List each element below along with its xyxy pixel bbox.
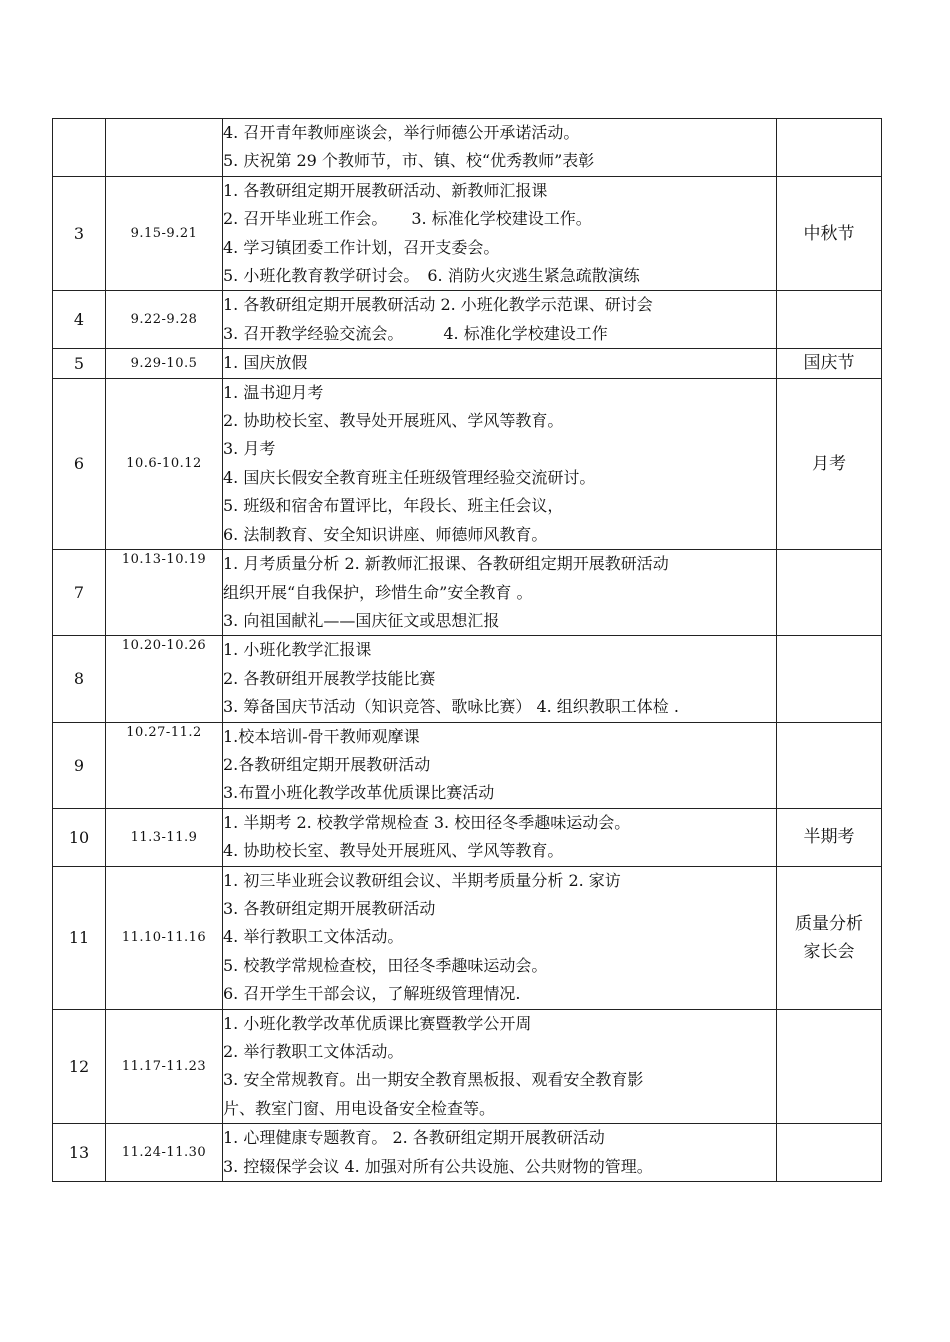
activity-content-cell — [223, 1009, 777, 1124]
date-range-cell: 11.10-11.16 — [106, 866, 223, 1009]
schedule-body — [53, 119, 882, 1182]
activity-item: 2.各教研组定期开展教研活动 — [223, 754, 431, 774]
activity-item: 2. 举行教职工文体活动。 — [223, 1042, 404, 1061]
activity-item: 3. 月考 — [223, 439, 276, 459]
activity-item: 3. 向祖国献礼——国庆征文或思想汇报 — [223, 610, 500, 630]
activity-item: 3. 各教研组定期开展教研活动 — [223, 898, 436, 918]
activity-item: 组织开展“自我保护，珍惜生命”安全教育 。 — [223, 582, 533, 602]
activity-item: 3. 召开教学经验交流会。 4. 标准化学校建设工作 — [223, 323, 608, 343]
table-row — [53, 636, 882, 722]
week-number-cell: 3 — [53, 176, 106, 291]
activity-item: 3. 控辍保学会议 4. 加强对所有公共设施、公共财物的管理。 — [223, 1156, 653, 1176]
remark-cell — [777, 349, 882, 378]
remark-cell — [777, 636, 882, 722]
date-range-cell: 11.17-11.23 — [106, 1009, 223, 1124]
date-range-cell: 11.3-11.9 — [106, 808, 223, 866]
activity-item: 1. 半期考 2. 校教学常规检查 3. 校田径冬季趣味运动会。 — [223, 812, 631, 832]
date-range-cell: 9.29-10.5 — [106, 349, 223, 378]
week-number-cell: 13 — [53, 1124, 106, 1182]
table-row — [53, 722, 882, 808]
date-range-cell — [106, 119, 223, 177]
date-range-cell: 10.13-10.19 — [106, 550, 223, 636]
table-row — [53, 378, 882, 549]
activity-item: 5. 小班化教育教学研讨会。 6. 消防火灾逃生紧急疏散演练 — [223, 266, 640, 286]
activity-content-cell — [223, 722, 777, 808]
activity-item: 2. 协助校长室、教导处开展班风、学风等教育。 — [223, 411, 564, 431]
date-range-cell: 10.27-11.2 — [106, 722, 223, 808]
activity-item: 1. 小班化教学汇报课 — [223, 640, 372, 660]
activity-item: 4. 学习镇团委工作计划，召开支委会。 — [223, 237, 500, 257]
remark-text: 国庆节 — [803, 353, 855, 374]
activity-item: 3.布置小班化教学改革优质课比赛活动 — [223, 783, 495, 803]
activity-item: 1. 温书迎月考 — [223, 382, 324, 402]
week-number-cell: 10 — [53, 808, 106, 866]
activity-item: 1. 国庆放假 — [223, 353, 308, 373]
activity-content-cell — [223, 349, 777, 378]
table-row — [53, 176, 882, 291]
activity-item: 6. 召开学生干部会议，了解班级管理情况. — [223, 984, 521, 1004]
activity-item: 片、教室门窗、用电设备安全检查等。 — [223, 1098, 496, 1118]
date-range-cell: 9.22-9.28 — [106, 291, 223, 349]
remark-cell — [777, 176, 882, 291]
table-row — [53, 119, 882, 177]
activity-item: 5. 班级和宿舍布置评比，年段长、班主任会议， — [223, 496, 564, 516]
table-row — [53, 349, 882, 378]
week-number-cell: 5 — [53, 349, 106, 378]
remark-text: 半期考 — [803, 827, 855, 848]
activity-item: 1. 心理健康专题教育。 2. 各教研组定期开展教研活动 — [223, 1128, 605, 1148]
week-number-cell: 12 — [53, 1009, 106, 1124]
remark-text: 家长会 — [803, 941, 855, 962]
week-number-cell: 11 — [53, 866, 106, 1009]
remark-cell — [777, 722, 882, 808]
remark-cell — [777, 1009, 882, 1124]
activity-item: 1.校本培训-骨干教师观摩课 — [223, 726, 420, 746]
week-number-cell: 6 — [53, 378, 106, 549]
table-row — [53, 866, 882, 1009]
activity-item: 6. 法制教育、安全知识讲座、师德师风教育。 — [223, 524, 548, 544]
activity-content-cell — [223, 808, 777, 866]
activity-item: 3. 筹备国庆节活动（知识竞答、歌咏比赛） 4. 组织教职工体检 . — [223, 697, 679, 717]
week-number-cell: 7 — [53, 550, 106, 636]
activity-content-cell — [223, 866, 777, 1009]
date-range-cell: 10.20-10.26 — [106, 636, 223, 722]
remark-cell — [777, 1124, 882, 1182]
activity-item: 4. 召开青年教师座谈会，举行师德公开承诺活动。 — [223, 123, 580, 142]
activity-content-cell — [223, 636, 777, 722]
activity-item: 4. 举行教职工文体活动。 — [223, 927, 404, 947]
remark-cell — [777, 866, 882, 1009]
remark-cell — [777, 291, 882, 349]
table-row — [53, 291, 882, 349]
activity-content-cell — [223, 550, 777, 636]
activity-item: 1. 各教研组定期开展教研活动、新教师汇报课 — [223, 180, 548, 200]
week-number-cell: 4 — [53, 291, 106, 349]
table-row — [53, 550, 882, 636]
activity-content-cell — [223, 291, 777, 349]
activity-content-cell — [223, 378, 777, 549]
activity-item: 2. 各教研组开展教学技能比赛 — [223, 668, 436, 688]
remark-cell — [777, 119, 882, 177]
activity-item: 3. 安全常规教育。出一期安全教育黑板报、观看安全教育影 — [223, 1070, 644, 1090]
remark-text: 质量分析 — [795, 913, 863, 934]
week-number-cell — [53, 119, 106, 177]
date-range-cell: 9.15-9.21 — [106, 176, 223, 291]
activity-content-cell — [223, 1124, 777, 1182]
activity-item: 1. 初三毕业班会议教研组会议、半期考质量分析 2. 家访 — [223, 870, 621, 890]
activity-item: 2. 召开毕业班工作会。 3. 标准化学校建设工作。 — [223, 209, 592, 229]
table-row — [53, 1124, 882, 1182]
date-range-cell: 10.6-10.12 — [106, 378, 223, 549]
remark-text: 月考 — [812, 453, 846, 474]
activity-item: 5. 庆祝第 29 个教师节，市、镇、校“优秀教师”表彰 — [223, 151, 595, 171]
activity-item: 1. 月考质量分析 2. 新教师汇报课、各教研组定期开展教研活动 — [223, 554, 669, 574]
date-range-cell: 11.24-11.30 — [106, 1124, 223, 1182]
remark-cell — [777, 550, 882, 636]
week-number-cell: 8 — [53, 636, 106, 722]
activity-item: 1. 小班化教学改革优质课比赛暨教学公开周 — [223, 1013, 532, 1033]
table-row — [53, 808, 882, 866]
remark-cell — [777, 808, 882, 866]
activity-item: 4. 协助校长室、教导处开展班风、学风等教育。 — [223, 841, 564, 861]
schedule-table — [52, 118, 882, 1182]
table-row — [53, 1009, 882, 1124]
remark-cell — [777, 378, 882, 549]
activity-item: 5. 校教学常规检查校，田径冬季趣味运动会。 — [223, 955, 548, 975]
activity-content-cell — [223, 119, 777, 177]
week-number-cell: 9 — [53, 722, 106, 808]
activity-item: 4. 国庆长假安全教育班主任班级管理经验交流研讨。 — [223, 467, 596, 487]
activity-item: 1. 各教研组定期开展教研活动 2. 小班化教学示范课、研讨会 — [223, 295, 653, 315]
activity-content-cell — [223, 176, 777, 291]
remark-text: 中秋节 — [803, 223, 855, 244]
